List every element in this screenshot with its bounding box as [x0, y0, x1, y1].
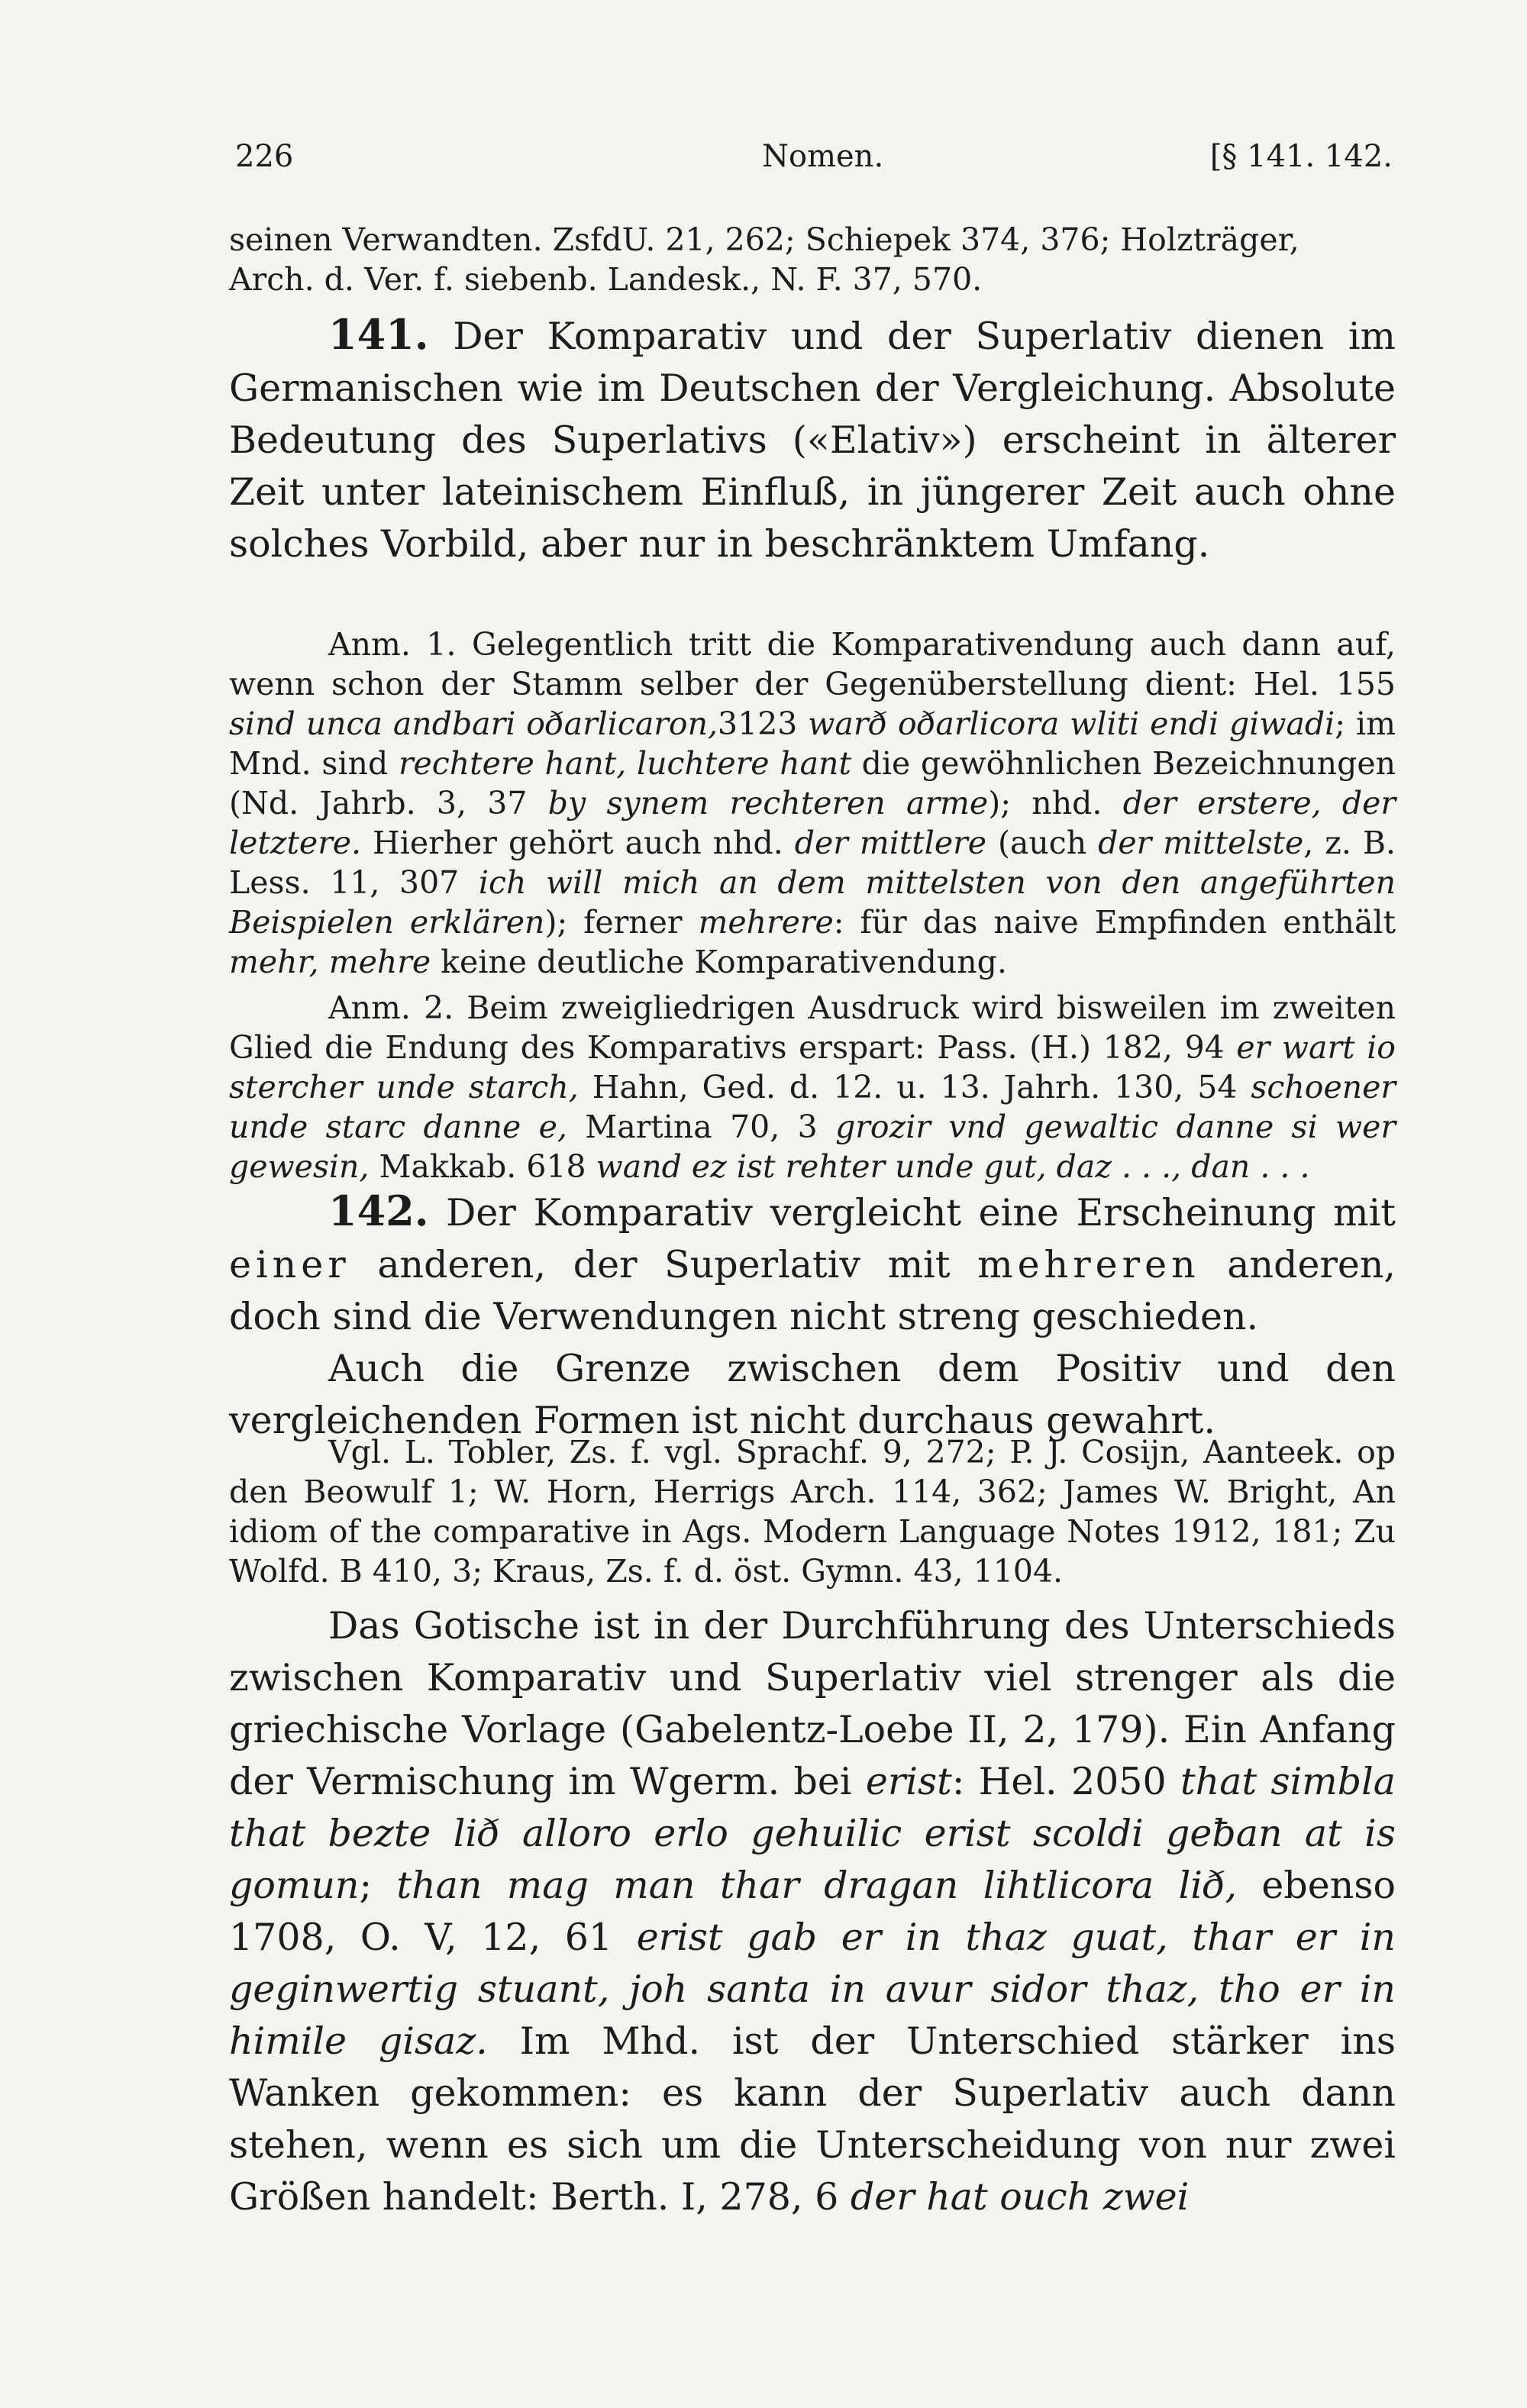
anm1-text: , z. B. Less. 11, 307	[229, 825, 1396, 901]
section-141-paragraph	[229, 308, 1396, 570]
section-142-paragraph-2: Auch die Grenze zwischen dem Positiv und den vergleichenden Formen ist nicht durchaus gewahrt.	[229, 1347, 1396, 1442]
section-142-text: anderen, der Superlativ mit	[350, 1243, 978, 1286]
gothic-text: Das Gotische ist in der Durchführung des Unterschieds zwischen Komparativ und Superlativ viel strenger als die griechische Vorlage (Gabelentz-Loebe II, 2, 179). Ein Anfang der Vermischung im Wgerm. bei	[229, 1604, 1396, 1803]
anm1-quote: mehrere	[698, 904, 834, 941]
anm1-text: (auch	[986, 825, 1099, 861]
anm1-text: Hierher gehört auch nhd.	[361, 825, 795, 861]
anm1-quote: der mittlere	[794, 825, 987, 861]
anm1-text: die gewöhnlichen Bezeichnungen (Nd. Jahrb. 3, 37	[229, 745, 1396, 821]
section-142	[229, 1185, 1396, 1447]
anm2-text: Makkab. 618	[369, 1148, 596, 1185]
gothic-quote: der hat ouch zwei	[850, 2175, 1190, 2219]
anm1-quote: rechtere hant, luchtere hant	[398, 745, 851, 782]
bibliography-paragraph: Vgl. L. Tobler, Zs. f. vgl. Sprachf. 9, 272; P. J. Cosijn, Aanteek. op den Beowulf 1; W. Horn, Herrigs Arch. 114, 362; James W. Bright, An idiom of the comparative in Ags. Modern Language Notes 1912, 181; Zu Wolfd. B 410, 3; Kraus, Zs. f. d. öst. Gymn. 43, 1104.	[229, 1434, 1396, 1590]
anm1-text: 3123	[718, 705, 809, 742]
gothic-text: : Hel. 2050	[951, 1760, 1180, 1803]
anm1-quote: ich will mich an dem mittelsten von den angeführten Beispielen erklären	[229, 864, 1396, 941]
annotation-2-label: Anm. 2.	[328, 989, 454, 1026]
continuation-line-1: seinen Verwandten. ZsfdU. 21, 262; Schiepek 374, 376; Holzträger,	[229, 221, 1299, 258]
section-142-text: anderen, doch sind die Verwendungen nicht streng geschieden.	[229, 1243, 1396, 1338]
running-header	[235, 139, 1393, 185]
anm1-text: : für das naive Empfinden enthält	[833, 904, 1396, 941]
annotation-2	[229, 988, 1396, 1186]
section-142-number: 142.	[328, 1186, 429, 1235]
anm1-text: ; im Mnd. sind	[229, 705, 1396, 782]
running-title: Nomen.	[762, 139, 884, 174]
anm2-text: Martina 70, 3	[567, 1109, 836, 1145]
anm2-quote: grozir vnd gewaltic danne si wer gewesin,	[229, 1109, 1396, 1185]
gothic-text: Im Mhd. ist der Unterschied stärker ins Wanken gekommen: es kann der Superlativ auch dann stehen, wenn es sich um die Unterscheidung von nur zwei Größen handelt: Berth. I, 278, 6	[229, 2019, 1396, 2219]
anm1-quote: sind unca andbari oðarlicaron,	[229, 705, 718, 742]
section-141-text: Der Komparativ und der Superlativ dienen im Germanischen wie im Deutschen der Vergleichung. Absolute Bedeutung des Superlativs («Elativ») erscheint in älterer Zeit unter lateinischem Einfluß, in jüngerer Zeit auch ohne solches Vorbild, aber nur in beschränktem Umfang.	[229, 315, 1396, 566]
gothic-paragraph-block	[229, 1600, 1396, 2223]
section-142-emphasis: mehreren	[977, 1243, 1200, 1286]
anm1-quote: by synem rechteren arme	[547, 785, 989, 821]
anm2-quote: wand ez ist rehter unde gut, daz . . ., dan . . .	[596, 1148, 1310, 1185]
bibliography-note	[229, 1432, 1396, 1591]
gothic-quote: that simbla that bezte lið alloro erlo gehuilic erist scoldi geƀan at is gomun	[229, 1760, 1396, 1907]
anm1-quote: warð oðarlicora wliti endi giwadi	[808, 705, 1335, 742]
anm2-text: Hahn, Ged. d. 12. u. 13. Jahrh. 130, 54	[578, 1069, 1251, 1106]
continuation-note	[229, 220, 1396, 299]
gothic-quote: erist gab er in thaz guat, thar er in geginwertig stuant, joh santa in avur sidor thaz, tho er in himile gisaz.	[229, 1916, 1396, 2063]
gothic-quote: erist	[865, 1760, 952, 1803]
section-142-emphasis: einer	[229, 1243, 350, 1286]
gothic-text: ;	[359, 1864, 397, 1907]
section-141-number: 141.	[328, 310, 429, 359]
anm1-text: Gelegentlich tritt die Komparativendung auch dann auf, wenn schon der Stamm selber der Gegenüberstellung dient: Hel. 155	[229, 626, 1396, 702]
gothic-text: ebenso 1708, O. V, 12, 61	[229, 1864, 1396, 1959]
section-142-paragraph-1	[229, 1185, 1396, 1343]
anm1-quote: der erstere, der letztere.	[229, 785, 1396, 861]
page-number: 226	[235, 139, 294, 174]
annotation-1	[229, 625, 1396, 982]
anm1-quote: der mittelste	[1098, 825, 1304, 861]
anm1-text: ); ferner	[544, 904, 699, 941]
gothic-quote: than mag man thar dragan lihtlicora lið,	[396, 1864, 1238, 1907]
anm2-quote: schoener unde starc danne e,	[229, 1069, 1396, 1145]
anm2-text: Beim zweigliedrigen Ausdruck wird bisweilen im zweiten Glied die Endung des Komparativs erspart: Pass. (H.) 182, 94	[229, 989, 1396, 1066]
section-141	[229, 308, 1396, 570]
continuation-line-2: Arch. d. Ver. f. siebenb. Landesk., N. F. 37, 570.	[229, 261, 983, 298]
anm1-quote: mehr, mehre	[229, 944, 431, 980]
anm2-quote: er wart io stercher unde starch,	[229, 1029, 1396, 1106]
anm1-text: ); nhd.	[988, 785, 1123, 821]
anm1-text: keine deutliche Komparativendung.	[431, 944, 1007, 980]
section-142-text: Der Komparativ vergleicht eine Erscheinung mit	[446, 1191, 1396, 1235]
annotation-1-paragraph	[229, 625, 1396, 982]
gothic-paragraph	[229, 1600, 1396, 2223]
annotation-1-label: Anm. 1.	[328, 626, 457, 663]
annotation-2-paragraph	[229, 988, 1396, 1186]
section-reference: [§ 141. 142.	[1209, 139, 1393, 174]
